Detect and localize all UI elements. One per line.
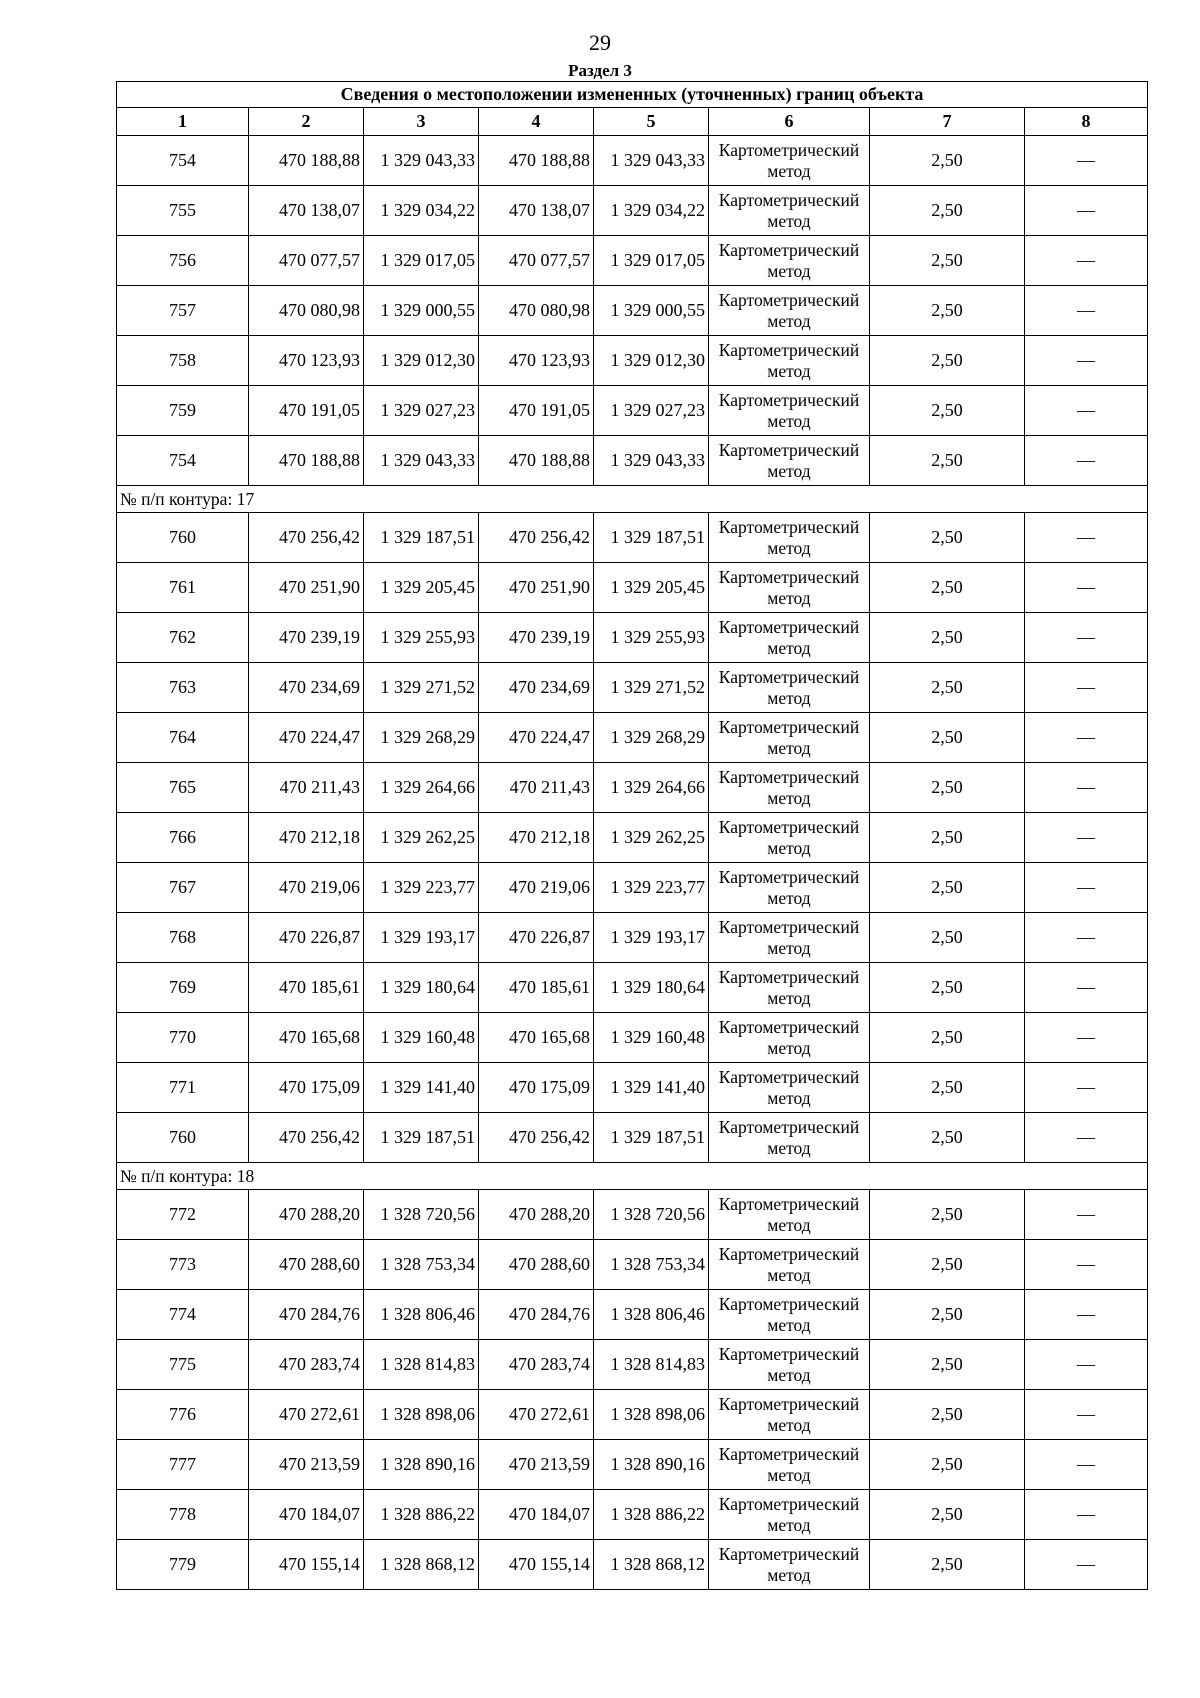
point-description: —: [1025, 763, 1148, 813]
y-coordinate-old: 1 329 193,17: [364, 913, 479, 963]
x-coordinate-old: 470 080,98: [249, 286, 364, 336]
determination-method: Картометрический метод: [709, 336, 870, 386]
point-description: —: [1025, 1113, 1148, 1163]
x-coordinate-old: 470 288,60: [249, 1240, 364, 1290]
table-row: [117, 963, 1148, 1013]
x-coordinate-new: 470 123,93: [479, 336, 594, 386]
x-coordinate-old: 470 211,43: [249, 763, 364, 813]
table-row: [117, 136, 1148, 186]
determination-method: Картометрический метод: [709, 1290, 870, 1340]
point-number: 757: [117, 286, 249, 336]
y-coordinate-new: 1 329 271,52: [594, 663, 709, 713]
y-coordinate-new: 1 328 720,56: [594, 1190, 709, 1240]
table-row: [117, 1290, 1148, 1340]
y-coordinate-new: 1 329 205,45: [594, 563, 709, 613]
column-header: 1: [117, 108, 249, 136]
point-description: —: [1025, 1240, 1148, 1290]
column-number-row: [117, 108, 1148, 136]
accuracy-value: 2,50: [870, 1113, 1025, 1163]
y-coordinate-old: 1 329 205,45: [364, 563, 479, 613]
y-coordinate-new: 1 328 868,12: [594, 1540, 709, 1590]
table-row: [117, 663, 1148, 713]
column-header: 5: [594, 108, 709, 136]
y-coordinate-old: 1 328 868,12: [364, 1540, 479, 1590]
table-row: [117, 1540, 1148, 1590]
point-number: 762: [117, 613, 249, 663]
determination-method: Картометрический метод: [709, 1490, 870, 1540]
y-coordinate-old: 1 329 187,51: [364, 513, 479, 563]
y-coordinate-old: 1 328 720,56: [364, 1190, 479, 1240]
table-row: [117, 563, 1148, 613]
determination-method: Картометрический метод: [709, 1340, 870, 1390]
x-coordinate-old: 470 226,87: [249, 913, 364, 963]
contour-label-row: [117, 486, 1148, 513]
table-row: [117, 436, 1148, 486]
x-coordinate-new: 470 256,42: [479, 1113, 594, 1163]
x-coordinate-old: 470 219,06: [249, 863, 364, 913]
accuracy-value: 2,50: [870, 963, 1025, 1013]
y-coordinate-new: 1 329 160,48: [594, 1013, 709, 1063]
y-coordinate-new: 1 329 223,77: [594, 863, 709, 913]
accuracy-value: 2,50: [870, 1390, 1025, 1440]
contour-label-row: [117, 1163, 1148, 1190]
x-coordinate-new: 470 138,07: [479, 186, 594, 236]
y-coordinate-old: 1 329 268,29: [364, 713, 479, 763]
table-row: [117, 186, 1148, 236]
y-coordinate-old: 1 328 890,16: [364, 1440, 479, 1490]
x-coordinate-new: 470 288,20: [479, 1190, 594, 1240]
y-coordinate-new: 1 329 034,22: [594, 186, 709, 236]
point-description: —: [1025, 186, 1148, 236]
determination-method: Картометрический метод: [709, 1390, 870, 1440]
accuracy-value: 2,50: [870, 136, 1025, 186]
x-coordinate-old: 470 184,07: [249, 1490, 364, 1540]
x-coordinate-old: 470 256,42: [249, 513, 364, 563]
y-coordinate-old: 1 329 017,05: [364, 236, 479, 286]
table-row: [117, 913, 1148, 963]
y-coordinate-new: 1 329 027,23: [594, 386, 709, 436]
column-header: 7: [870, 108, 1025, 136]
point-number: 766: [117, 813, 249, 863]
x-coordinate-old: 470 283,74: [249, 1340, 364, 1390]
y-coordinate-new: 1 329 264,66: [594, 763, 709, 813]
table-row: [117, 863, 1148, 913]
point-number: 754: [117, 136, 249, 186]
x-coordinate-old: 470 239,19: [249, 613, 364, 663]
x-coordinate-new: 470 226,87: [479, 913, 594, 963]
accuracy-value: 2,50: [870, 1290, 1025, 1340]
determination-method: Картометрический метод: [709, 863, 870, 913]
contour-label: № п/п контура: 18: [117, 1163, 1148, 1190]
determination-method: Картометрический метод: [709, 713, 870, 763]
point-number: 765: [117, 763, 249, 813]
table-row: [117, 1113, 1148, 1163]
x-coordinate-old: 470 213,59: [249, 1440, 364, 1490]
y-coordinate-old: 1 329 264,66: [364, 763, 479, 813]
point-number: 756: [117, 236, 249, 286]
point-number: 779: [117, 1540, 249, 1590]
point-number: 769: [117, 963, 249, 1013]
x-coordinate-new: 470 219,06: [479, 863, 594, 913]
x-coordinate-new: 470 165,68: [479, 1013, 594, 1063]
table-title: Сведения о местоположении измененных (уточненных) границ объекта: [117, 82, 1148, 108]
accuracy-value: 2,50: [870, 1240, 1025, 1290]
y-coordinate-new: 1 329 255,93: [594, 613, 709, 663]
determination-method: Картометрический метод: [709, 1063, 870, 1113]
y-coordinate-old: 1 328 806,46: [364, 1290, 479, 1340]
y-coordinate-old: 1 329 141,40: [364, 1063, 479, 1113]
point-description: —: [1025, 913, 1148, 963]
point-number: 758: [117, 336, 249, 386]
determination-method: Картометрический метод: [709, 1440, 870, 1490]
table-row: [117, 1190, 1148, 1240]
y-coordinate-old: 1 329 262,25: [364, 813, 479, 863]
y-coordinate-old: 1 329 034,22: [364, 186, 479, 236]
section-title: Раздел 3: [568, 61, 632, 80]
x-coordinate-old: 470 234,69: [249, 663, 364, 713]
point-description: —: [1025, 1340, 1148, 1390]
y-coordinate-old: 1 329 223,77: [364, 863, 479, 913]
y-coordinate-old: 1 329 043,33: [364, 136, 479, 186]
y-coordinate-old: 1 329 180,64: [364, 963, 479, 1013]
determination-method: Картометрический метод: [709, 136, 870, 186]
point-description: —: [1025, 1390, 1148, 1440]
y-coordinate-new: 1 329 000,55: [594, 286, 709, 336]
y-coordinate-old: 1 328 814,83: [364, 1340, 479, 1390]
x-coordinate-new: 470 272,61: [479, 1390, 594, 1440]
y-coordinate-old: 1 329 043,33: [364, 436, 479, 486]
determination-method: Картометрический метод: [709, 1013, 870, 1063]
x-coordinate-new: 470 239,19: [479, 613, 594, 663]
y-coordinate-new: 1 328 753,34: [594, 1240, 709, 1290]
accuracy-value: 2,50: [870, 286, 1025, 336]
x-coordinate-old: 470 155,14: [249, 1540, 364, 1590]
table-row: [117, 763, 1148, 813]
x-coordinate-old: 470 224,47: [249, 713, 364, 763]
x-coordinate-new: 470 251,90: [479, 563, 594, 613]
column-header: 4: [479, 108, 594, 136]
determination-method: Картометрический метод: [709, 436, 870, 486]
y-coordinate-new: 1 328 890,16: [594, 1440, 709, 1490]
table-row: [117, 1390, 1148, 1440]
point-description: —: [1025, 236, 1148, 286]
point-description: —: [1025, 563, 1148, 613]
table-row: [117, 336, 1148, 386]
table-row: [117, 813, 1148, 863]
table-row: [117, 713, 1148, 763]
point-description: —: [1025, 1440, 1148, 1490]
point-description: —: [1025, 286, 1148, 336]
accuracy-value: 2,50: [870, 663, 1025, 713]
x-coordinate-old: 470 284,76: [249, 1290, 364, 1340]
determination-method: Картометрический метод: [709, 186, 870, 236]
table-row: [117, 1340, 1148, 1390]
point-number: 760: [117, 1113, 249, 1163]
x-coordinate-new: 470 288,60: [479, 1240, 594, 1290]
table-row: [117, 236, 1148, 286]
determination-method: Картометрический метод: [709, 663, 870, 713]
y-coordinate-new: 1 329 043,33: [594, 436, 709, 486]
y-coordinate-old: 1 328 753,34: [364, 1240, 479, 1290]
point-description: —: [1025, 1540, 1148, 1590]
column-header: 2: [249, 108, 364, 136]
x-coordinate-new: 470 234,69: [479, 663, 594, 713]
accuracy-value: 2,50: [870, 1440, 1025, 1490]
x-coordinate-new: 470 155,14: [479, 1540, 594, 1590]
x-coordinate-new: 470 184,07: [479, 1490, 594, 1540]
accuracy-value: 2,50: [870, 1540, 1025, 1590]
point-description: —: [1025, 1013, 1148, 1063]
point-description: —: [1025, 336, 1148, 386]
accuracy-value: 2,50: [870, 436, 1025, 486]
x-coordinate-new: 470 188,88: [479, 136, 594, 186]
column-header: 8: [1025, 108, 1148, 136]
column-header: 3: [364, 108, 479, 136]
point-number: 767: [117, 863, 249, 913]
point-description: —: [1025, 386, 1148, 436]
point-number: 777: [117, 1440, 249, 1490]
y-coordinate-old: 1 328 898,06: [364, 1390, 479, 1440]
y-coordinate-old: 1 329 271,52: [364, 663, 479, 713]
determination-method: Картометрический метод: [709, 963, 870, 1013]
determination-method: Картометрический метод: [709, 236, 870, 286]
y-coordinate-new: 1 329 017,05: [594, 236, 709, 286]
point-number: 768: [117, 913, 249, 963]
determination-method: Картометрический метод: [709, 563, 870, 613]
y-coordinate-new: 1 329 262,25: [594, 813, 709, 863]
determination-method: Картометрический метод: [709, 1240, 870, 1290]
accuracy-value: 2,50: [870, 713, 1025, 763]
point-description: —: [1025, 663, 1148, 713]
x-coordinate-old: 470 256,42: [249, 1113, 364, 1163]
point-description: —: [1025, 613, 1148, 663]
point-number: 764: [117, 713, 249, 763]
x-coordinate-old: 470 077,57: [249, 236, 364, 286]
point-number: 754: [117, 436, 249, 486]
point-number: 771: [117, 1063, 249, 1113]
accuracy-value: 2,50: [870, 336, 1025, 386]
x-coordinate-new: 470 211,43: [479, 763, 594, 813]
y-coordinate-old: 1 329 187,51: [364, 1113, 479, 1163]
x-coordinate-new: 470 175,09: [479, 1063, 594, 1113]
point-number: 759: [117, 386, 249, 436]
y-coordinate-new: 1 328 886,22: [594, 1490, 709, 1540]
table-title-row: [117, 82, 1148, 108]
table-row: [117, 513, 1148, 563]
accuracy-value: 2,50: [870, 1490, 1025, 1540]
determination-method: Картометрический метод: [709, 513, 870, 563]
table-row: [117, 1490, 1148, 1540]
point-description: —: [1025, 136, 1148, 186]
y-coordinate-new: 1 328 898,06: [594, 1390, 709, 1440]
table-row: [117, 286, 1148, 336]
x-coordinate-new: 470 080,98: [479, 286, 594, 336]
accuracy-value: 2,50: [870, 236, 1025, 286]
point-number: 770: [117, 1013, 249, 1063]
point-description: —: [1025, 713, 1148, 763]
point-description: —: [1025, 1063, 1148, 1113]
y-coordinate-old: 1 329 255,93: [364, 613, 479, 663]
accuracy-value: 2,50: [870, 563, 1025, 613]
x-coordinate-old: 470 123,93: [249, 336, 364, 386]
accuracy-value: 2,50: [870, 513, 1025, 563]
determination-method: Картометрический метод: [709, 813, 870, 863]
point-number: 761: [117, 563, 249, 613]
point-description: —: [1025, 1490, 1148, 1540]
table-row: [117, 1013, 1148, 1063]
x-coordinate-new: 470 213,59: [479, 1440, 594, 1490]
accuracy-value: 2,50: [870, 386, 1025, 436]
determination-method: Картометрический метод: [709, 286, 870, 336]
y-coordinate-new: 1 329 043,33: [594, 136, 709, 186]
accuracy-value: 2,50: [870, 186, 1025, 236]
y-coordinate-new: 1 328 814,83: [594, 1340, 709, 1390]
y-coordinate-old: 1 329 012,30: [364, 336, 479, 386]
x-coordinate-old: 470 188,88: [249, 436, 364, 486]
y-coordinate-old: 1 329 160,48: [364, 1013, 479, 1063]
point-number: 763: [117, 663, 249, 713]
y-coordinate-new: 1 329 141,40: [594, 1063, 709, 1113]
determination-method: Картометрический метод: [709, 386, 870, 436]
accuracy-value: 2,50: [870, 1340, 1025, 1390]
x-coordinate-old: 470 175,09: [249, 1063, 364, 1113]
accuracy-value: 2,50: [870, 1013, 1025, 1063]
point-description: —: [1025, 1190, 1148, 1240]
determination-method: Картометрический метод: [709, 1540, 870, 1590]
table-row: [117, 1240, 1148, 1290]
x-coordinate-old: 470 185,61: [249, 963, 364, 1013]
x-coordinate-new: 470 191,05: [479, 386, 594, 436]
table-row: [117, 613, 1148, 663]
x-coordinate-new: 470 284,76: [479, 1290, 594, 1340]
x-coordinate-new: 470 256,42: [479, 513, 594, 563]
point-description: —: [1025, 963, 1148, 1013]
point-number: 775: [117, 1340, 249, 1390]
y-coordinate-new: 1 329 193,17: [594, 913, 709, 963]
x-coordinate-old: 470 288,20: [249, 1190, 364, 1240]
y-coordinate-old: 1 329 027,23: [364, 386, 479, 436]
accuracy-value: 2,50: [870, 913, 1025, 963]
y-coordinate-new: 1 329 187,51: [594, 1113, 709, 1163]
accuracy-value: 2,50: [870, 613, 1025, 663]
table-row: [117, 386, 1148, 436]
y-coordinate-new: 1 329 180,64: [594, 963, 709, 1013]
x-coordinate-new: 470 224,47: [479, 713, 594, 763]
y-coordinate-new: 1 329 268,29: [594, 713, 709, 763]
x-coordinate-new: 470 188,88: [479, 436, 594, 486]
determination-method: Картометрический метод: [709, 913, 870, 963]
x-coordinate-new: 470 212,18: [479, 813, 594, 863]
accuracy-value: 2,50: [870, 863, 1025, 913]
determination-method: Картометрический метод: [709, 613, 870, 663]
table-row: [117, 1440, 1148, 1490]
point-number: 760: [117, 513, 249, 563]
x-coordinate-new: 470 185,61: [479, 963, 594, 1013]
y-coordinate-new: 1 328 806,46: [594, 1290, 709, 1340]
x-coordinate-new: 470 283,74: [479, 1340, 594, 1390]
point-description: —: [1025, 436, 1148, 486]
point-description: —: [1025, 813, 1148, 863]
y-coordinate-new: 1 329 187,51: [594, 513, 709, 563]
point-number: 773: [117, 1240, 249, 1290]
page-number: 29: [589, 30, 611, 55]
point-number: 778: [117, 1490, 249, 1540]
x-coordinate-old: 470 251,90: [249, 563, 364, 613]
x-coordinate-old: 470 272,61: [249, 1390, 364, 1440]
point-number: 772: [117, 1190, 249, 1240]
accuracy-value: 2,50: [870, 1063, 1025, 1113]
determination-method: Картометрический метод: [709, 763, 870, 813]
x-coordinate-old: 470 188,88: [249, 136, 364, 186]
table-row: [117, 1063, 1148, 1113]
x-coordinate-old: 470 138,07: [249, 186, 364, 236]
y-coordinate-new: 1 329 012,30: [594, 336, 709, 386]
determination-method: Картометрический метод: [709, 1190, 870, 1240]
point-description: —: [1025, 863, 1148, 913]
point-number: 776: [117, 1390, 249, 1440]
point-number: 774: [117, 1290, 249, 1340]
accuracy-value: 2,50: [870, 763, 1025, 813]
determination-method: Картометрический метод: [709, 1113, 870, 1163]
point-number: 755: [117, 186, 249, 236]
x-coordinate-old: 470 165,68: [249, 1013, 364, 1063]
x-coordinate-old: 470 191,05: [249, 386, 364, 436]
x-coordinate-old: 470 212,18: [249, 813, 364, 863]
accuracy-value: 2,50: [870, 1190, 1025, 1240]
contour-label: № п/п контура: 17: [117, 486, 1148, 513]
y-coordinate-old: 1 329 000,55: [364, 286, 479, 336]
x-coordinate-new: 470 077,57: [479, 236, 594, 286]
accuracy-value: 2,50: [870, 813, 1025, 863]
column-header: 6: [709, 108, 870, 136]
boundary-coordinates-table: [116, 81, 1148, 1590]
point-description: —: [1025, 513, 1148, 563]
point-description: —: [1025, 1290, 1148, 1340]
y-coordinate-old: 1 328 886,22: [364, 1490, 479, 1540]
